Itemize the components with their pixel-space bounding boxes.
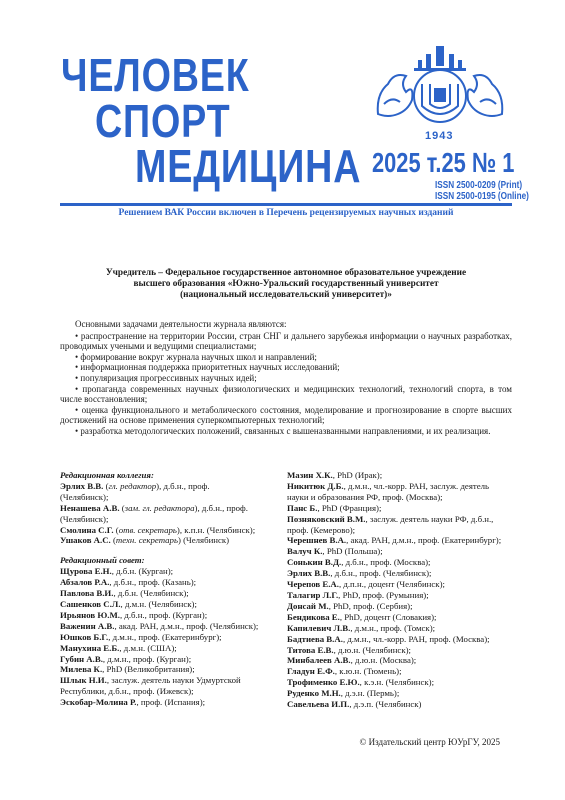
member-details: , к.э.н. (Челябинск); (359, 677, 435, 688)
member-name: Бендикова Е. (287, 611, 340, 622)
board-member: Ненашева А.В. (зам. гл. редактора), д.б.н., проф. (Челябинск); (60, 502, 248, 524)
task-item: • популяризация прогрессивных научных идей; (75, 373, 257, 384)
board-member (287, 666, 512, 677)
member-details: , д.б.н., проф. (Москва); (341, 557, 431, 568)
member-name: Шлык Н.И. (60, 675, 107, 686)
task-item: • распространение на территории России, стран СНГ и дальнего зарубежья информации о научных разработках, проводимых учеными и ведущими специалистами; (60, 330, 512, 352)
member-role: отв. секретарь (118, 524, 177, 535)
editorial-board-list (60, 481, 260, 546)
board-member (287, 481, 512, 503)
member-name: Титова Е.В. (287, 644, 334, 655)
board-member (60, 566, 260, 577)
board-member (287, 601, 512, 612)
journal-tasks (60, 319, 512, 437)
editorial-board-heading: Редакционная коллегия: (60, 470, 154, 480)
copyright: © Издательский центр ЮУрГУ, 2025 (359, 737, 500, 747)
left-board-column (60, 470, 260, 708)
board-member (60, 632, 260, 643)
board-member (287, 503, 512, 514)
member-details: , д.м.н., проф. (Екатеринбург); (108, 631, 222, 642)
member-details: , проф. (Испания); (136, 697, 206, 708)
member-details: , д.б.н. (Челябинск); (113, 588, 189, 599)
board-member (60, 664, 260, 675)
member-name: Эрлих В.В. (287, 568, 331, 579)
member-name: Позняковский В.М. (287, 513, 366, 524)
member-name: Эрлих В.В. (60, 480, 104, 491)
board-member (287, 590, 512, 601)
editorial-council-list-right (287, 470, 512, 710)
member-role: зам. гл. редактора (124, 502, 195, 513)
task-item: • информационная поддержка приоритетных научных исследований; (75, 362, 340, 373)
board-member (60, 610, 260, 621)
member-name: Эскобар-Молина Р. (60, 697, 137, 708)
board-member (60, 588, 260, 599)
board-member: Ушаков А.С. (техн. секретарь) (Челябинск) (60, 535, 230, 546)
member-name: Руденко М.Н. (287, 688, 341, 699)
member-name: Павлова В.И. (60, 588, 114, 599)
member-details: , д.м.н., чл.-корр. РАН, заслуж. деятель науки и образования РФ, проф. (Москва); (287, 480, 490, 502)
board-member (287, 535, 512, 546)
member-role: техн. секретарь (115, 535, 178, 546)
member-role: гл. редактор (108, 480, 157, 491)
member-details: , к.п.н. (Челябинск); (179, 524, 256, 535)
right-board-column (287, 470, 512, 710)
member-name: Донсай М. (287, 600, 329, 611)
member-name: Ирьянов Ю.М. (60, 609, 120, 620)
journal-title-line-2: СПОРТ (95, 95, 231, 147)
member-details: , к.ю.н. (Тюмень); (334, 666, 402, 677)
member-name: Гладун Е.Ф. (287, 666, 335, 677)
founder-line: (национальный исследовательский университет)» (180, 290, 392, 301)
board-member (287, 623, 512, 634)
board-member: Эрлих В.В. (гл. редактор), д.б.н., проф. (Челябинск); (60, 480, 210, 502)
member-name: Щурова Е.Н. (60, 566, 112, 577)
member-details: , д.б.н., проф. (Казань); (109, 577, 197, 588)
board-member (287, 546, 512, 557)
member-details: , д.б.н. (Курган); (111, 566, 174, 577)
board-member (287, 645, 512, 656)
board-member (60, 621, 260, 632)
university-emblem-icon (370, 44, 510, 142)
member-details: , д.б.н., проф. (Челябинск); (60, 502, 248, 524)
member-name: Капилевич Л.В. (287, 622, 351, 633)
board-member (287, 677, 512, 688)
member-name: Сонькин В.Д. (287, 557, 342, 568)
member-name: Трофименко Е.Ю. (287, 677, 360, 688)
member-details: , акад. РАН, д.м.н., проф. (Челябинск); (114, 620, 259, 631)
member-details: , д.э.п. (Челябинск) (349, 699, 422, 710)
member-details: , д.м.н. (Челябинск); (120, 598, 197, 609)
member-details: , д.м.н., проф. (Томск); (350, 622, 436, 633)
member-name: Ушаков А.С. (60, 535, 111, 546)
member-name: Талагир Л.Г. (287, 589, 339, 600)
member-name: Важенин А.В. (60, 620, 115, 631)
member-name: Черепов Е.А. (287, 579, 339, 590)
board-member (287, 699, 512, 710)
board-member (287, 579, 512, 590)
member-details: , PhD, доцент (Словакия); (339, 611, 437, 622)
member-name: Мазин Х.К. (287, 470, 333, 480)
member-name: Черешнев В.А. (287, 535, 347, 546)
board-member (60, 697, 260, 708)
founder-line: высшего образования «Южно-Уральский государственный университет (133, 279, 439, 290)
board-member (287, 514, 512, 536)
member-details: (Челябинск) (180, 535, 230, 546)
board-member (60, 675, 260, 697)
board-member (287, 612, 512, 623)
task-item: • оценка функционального и метаболического состояния, моделирование и прогнозирование в спорте высших достижений на основе применения суперкомпьютерных технологий; (60, 404, 512, 426)
issue-number: 2025 т.25 № 1 (372, 147, 515, 178)
board-member (287, 557, 512, 568)
board-member (287, 568, 512, 579)
issn-online: ISSN 2500-0195 (Online) (435, 191, 529, 202)
task-item: • разработка методологических положений, связанных с вышеназванными направлениями, и их реализация. (75, 426, 491, 437)
member-details: , акад. РАН, д.м.н., проф. (Екатеринбург); (346, 535, 502, 546)
editorial-council-heading: Редакционный совет: (60, 555, 145, 566)
board-member (287, 634, 512, 645)
task-item: • пропаганда современных научных физиологических и медицинских технологий, технологий спорта, в том числе восстановления; (60, 383, 512, 405)
member-name: Панс Б. (287, 502, 318, 513)
board-member (60, 643, 260, 654)
board-member (60, 577, 260, 588)
member-details: , д.ю.н. (Москва); (350, 655, 417, 666)
board-member: Смолина С.Г. (отв. секретарь), к.п.н. (Челябинск); (60, 524, 256, 535)
member-details: , PhD (Польша); (322, 546, 383, 557)
member-name: Юшков Б.Г. (60, 631, 109, 642)
issn-print: ISSN 2500-0209 (Print) (435, 180, 523, 191)
member-name: Сашенков С.Л. (60, 598, 121, 609)
tasks-intro: Основными задачами деятельности журнала являются: (75, 319, 287, 329)
member-details: , PhD (Великобритания); (102, 664, 195, 675)
member-name: Никитюк Д.Б. (287, 480, 344, 491)
member-name: Губин А.В. (60, 653, 103, 664)
member-name: Бадтиева В.А. (287, 633, 343, 644)
member-details: , заслуж. деятель науки Удмуртской Республики, д.б.н., проф. (Ижевск); (60, 675, 241, 697)
member-name: Смолина С.Г. (60, 524, 114, 535)
member-details: , PhD (Ирак); (332, 470, 383, 480)
task-item: • формирование вокруг журнала научных школ и направлений; (75, 351, 317, 362)
member-details: , д.ю.н. (Челябинск); (333, 644, 411, 655)
member-details: , д.б.н., проф. (Челябинск); (330, 568, 432, 579)
board-member (60, 654, 260, 665)
vak-notice: Решением ВАК России включен в Перечень рецензируемых научных изданий (118, 208, 454, 218)
member-name: Валуч К. (287, 546, 323, 557)
journal-title-line-3: МЕДИЦИНА (135, 140, 362, 192)
member-details: , д.п.н., доцент (Челябинск); (338, 579, 445, 590)
board-member (287, 470, 512, 481)
member-details: , PhD, проф. (Сербия); (328, 600, 413, 611)
header-divider (60, 203, 512, 206)
member-details: , PhD (Франция); (317, 502, 382, 513)
board-member (287, 688, 512, 699)
member-details: , PhD, проф. (Румыния); (338, 589, 429, 600)
member-details: , д.м.н. (США); (119, 642, 177, 653)
member-name: Милева К. (60, 664, 103, 675)
member-details: , заслуж. деятель науки РФ, д.б.н., проф. (Кемерово); (287, 513, 494, 535)
member-name: Абзалов Р.А. (60, 577, 110, 588)
founder-line: Учредитель – Федеральное государственное автономное образовательное учреждение (105, 268, 467, 278)
founded-year: 1943 (425, 130, 454, 142)
member-details: , д.э.н. (Пермь); (340, 688, 400, 699)
member-name: Ненашева А.В. (60, 502, 120, 513)
member-name: Манухина Е.Б. (60, 642, 120, 653)
board-member (287, 655, 512, 666)
editorial-council-list-left (60, 566, 260, 708)
board-member (60, 599, 260, 610)
member-details: , д.м.н., чл.-корр. РАН, проф. (Москва); (342, 633, 490, 644)
member-details: , д.б.н., проф. (Челябинск); (60, 480, 210, 502)
member-details: , д.б.н., проф. (Курган); (119, 609, 208, 620)
member-name: Минбалеев А.В. (287, 655, 351, 666)
member-details: , д.м.н., проф. (Курган); (102, 653, 192, 664)
journal-title-line-1: ЧЕЛОВЕК (61, 49, 250, 101)
founder-block (60, 268, 512, 301)
member-name: Савельева И.П. (287, 699, 350, 710)
